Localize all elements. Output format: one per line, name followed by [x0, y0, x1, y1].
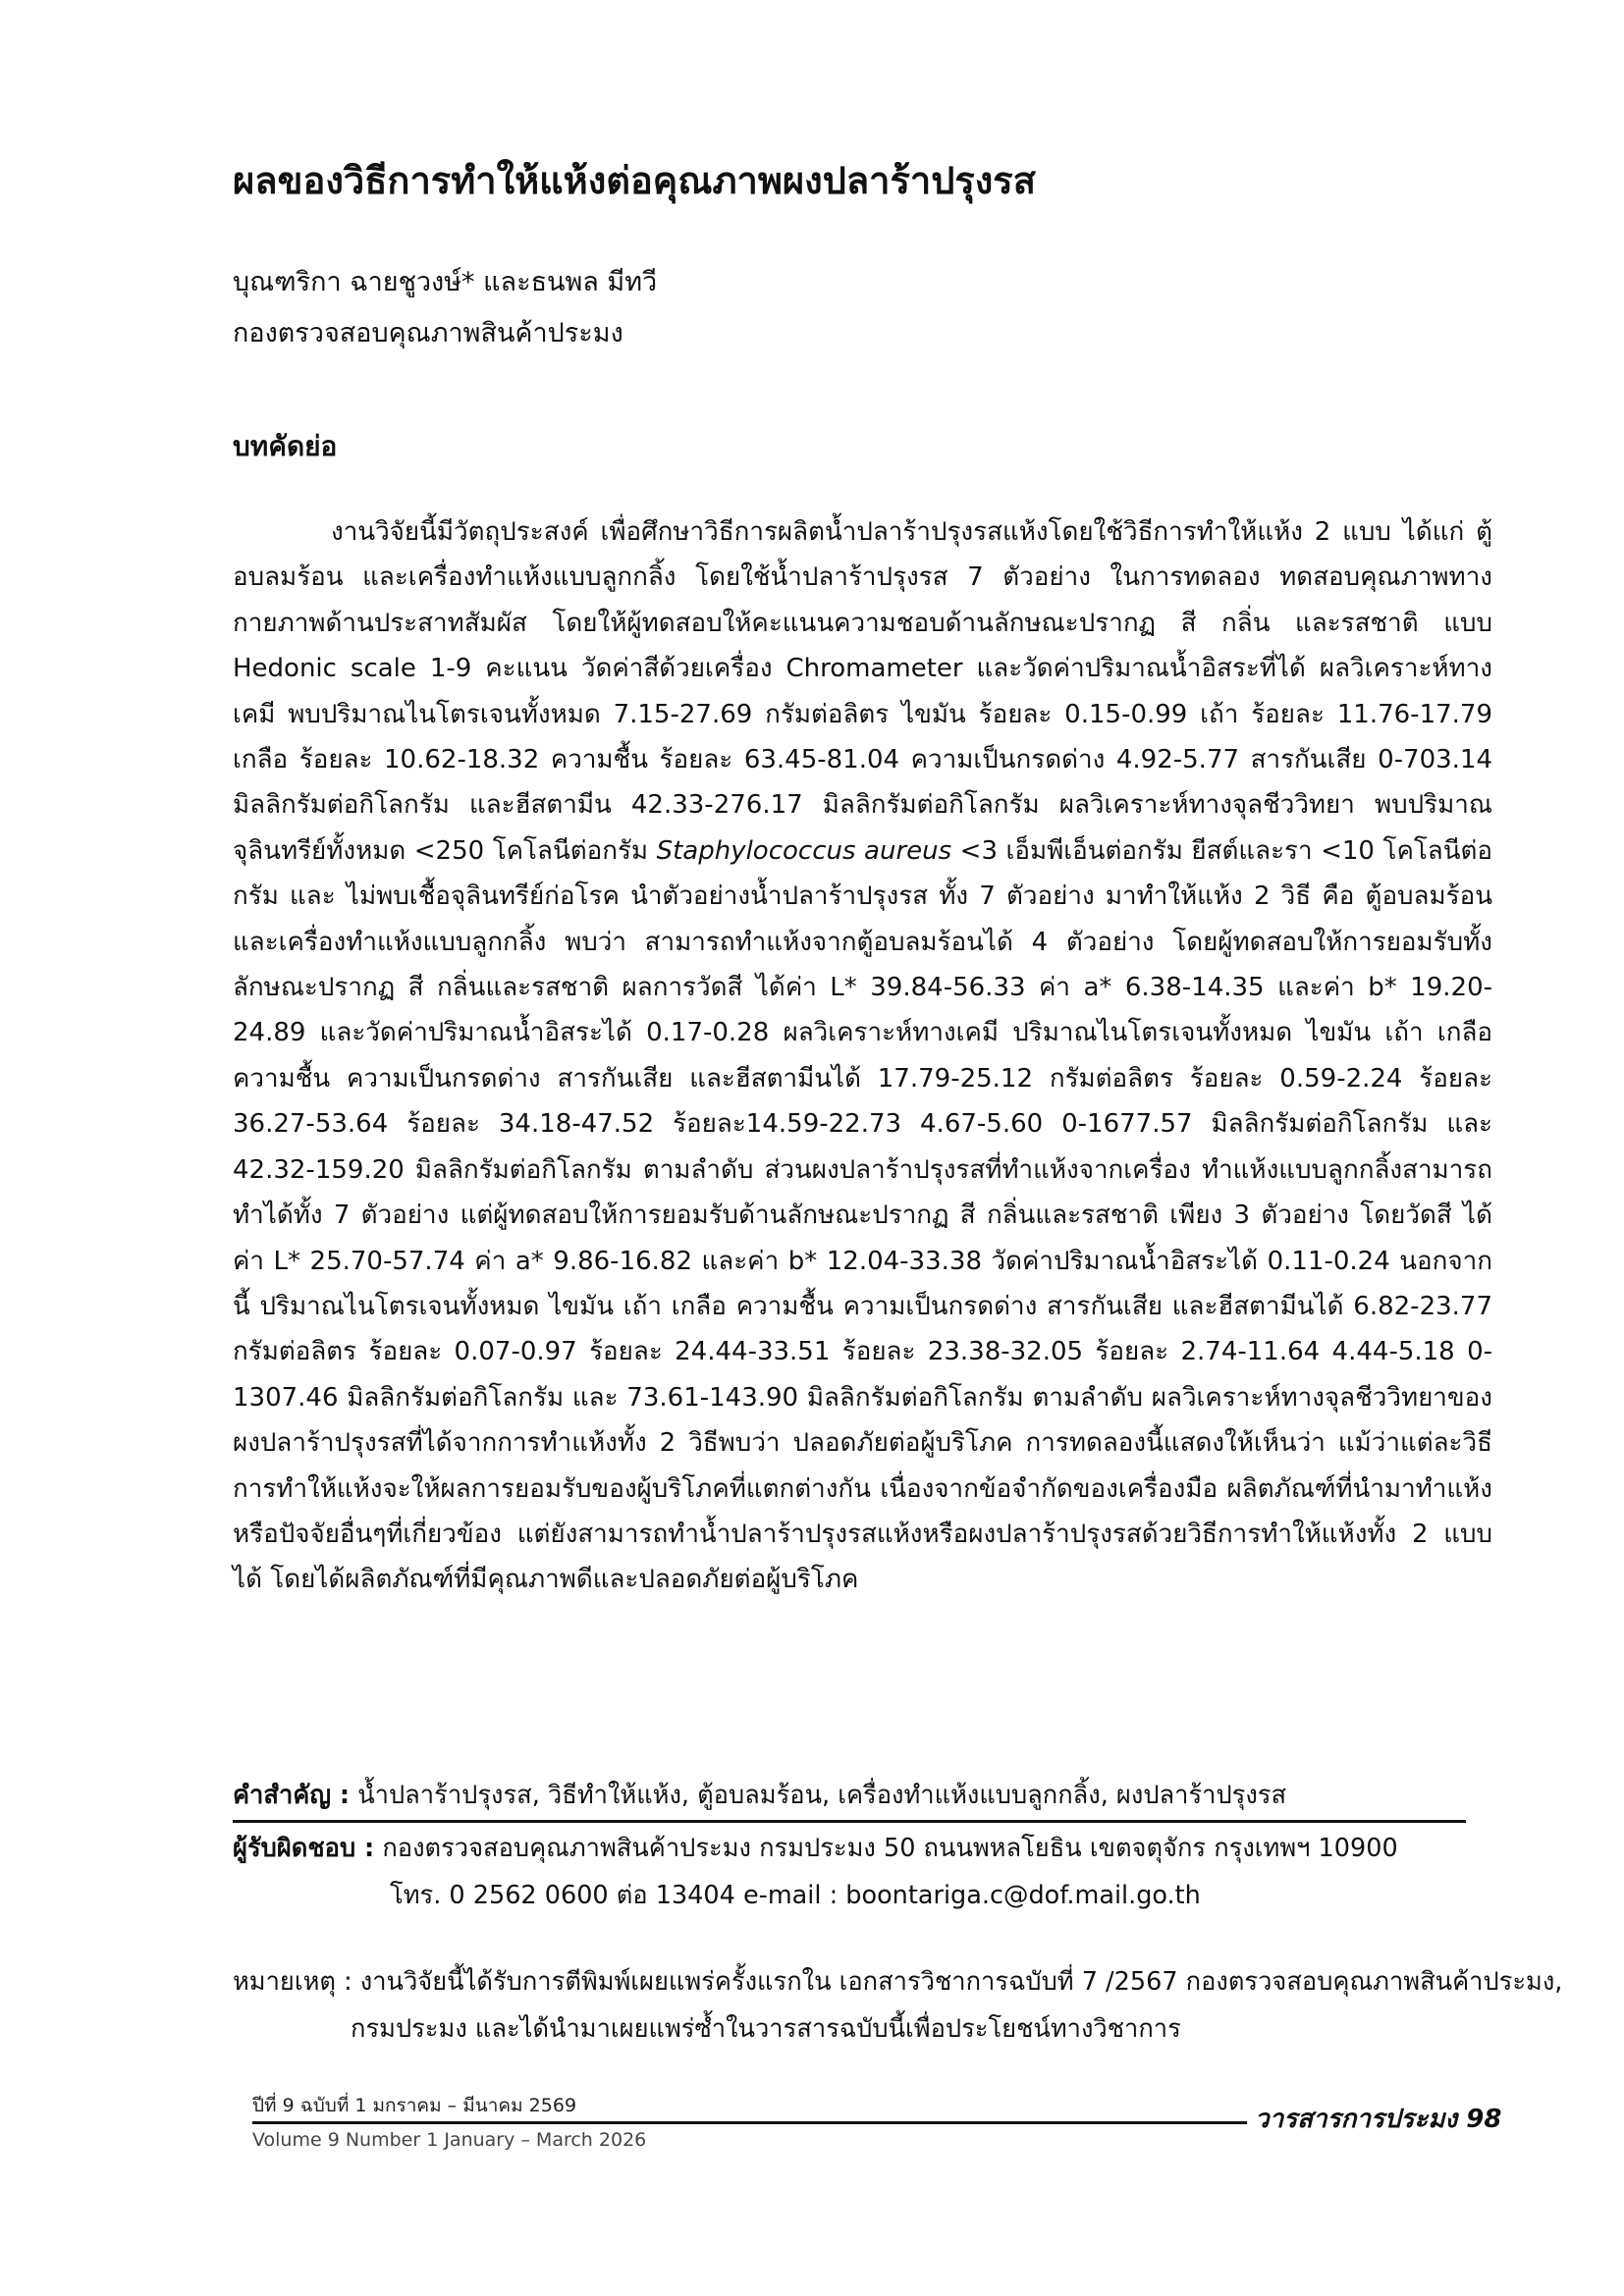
- correspondence-contact: โทร. 0 2562 0600 ต่อ 13404 e-mail : boontariga.c@dof.mail.go.th: [390, 1881, 1201, 1910]
- abstract-body: งานวิจัยนี้มีวัตถุประสงค์ เพื่อศึกษาวิธีการผลิตน้ำปลาร้าปรุงรสแห้งโดยใช้วิธีการทำให้แห้ง 2 แบบ ได้แก่ ตู้อบลมร้อน และเครื่องทำแห้งแบบลูกกลิ้ง โดยใช้น้ำปลาร้าปรุงรส 7 ตัวอย่าง ในการทดลอง ทดสอบคุณภาพทางกายภาพด้านประสาทสัมผัส โดยให้ผู้ทดสอบให้คะแนนความชอบด้านลักษณะปรากฏ สี กลิ่น และรสชาติ แบบ Hedonic scale 1-9 คะแนน วัดค่าสีด้วยเครื่อง Chromameter และวัดค่าปริมาณน้ำอิสระที่ได้ ผลวิเคราะห์ทางเคมี พบปริมาณไนโตรเจนทั้งหมด 7.15-27.69 กรัมต่อลิตร ไขมัน ร้อยละ 0.15-0.99 เถ้า ร้อยละ 11.76-17.79 เกลือ ร้อยละ 10.62-18.32 ความชื้น ร้อยละ 63.45-81.04 ความเป็นกรดด่าง 4.92-5.77 สารกันเสีย 0-703.14 มิลลิกรัมต่อกิโลกรัม และฮีสตามีน 42.33-276.17 มิลลิกรัมต่อกิโลกรัม ผลวิเคราะห์ทางจุลชีววิทยา พบปริมาณจุลินทรีย์ทั้งหมด <250 โคโลนีต่อกรัม Staphylococcus aureus <3 เอ็มพีเอ็นต่อกรัม ยีสต์และรา <10 โคโลนีต่อกรัม และ ไม่พบเชื้อจุลินทรีย์ก่อโรค นำตัวอย่างน้ำปลาร้าปรุงรส ทั้ง 7 ตัวอย่าง มาทำให้แห้ง 2 วิธี คือ ตู้อบลมร้อน และเครื่องทำแห้งแบบลูกกลิ้ง พบว่า สามารถทำแห้งจากตู้อบลมร้อนได้ 4 ตัวอย่าง โดยผู้ทดสอบให้การยอมรับทั้งลักษณะปรากฏ สี กลิ่นและรสชาติ ผลการวัดสี ได้ค่า L* 39.84-56.33 ค่า a* 6.38-14.35 และค่า b* 19.20-24.89 และวัดค่าปริมาณน้ำอิสระได้ 0.17-0.28 ผลวิเคราะห์ทางเคมี ปริมาณไนโตรเจนทั้งหมด ไขมัน เถ้า เกลือ ความชื้น ความเป็นกรดด่าง สารกันเสีย และฮีสตามีนได้ 17.79-25.12 กรัมต่อลิตร ร้อยละ 0.59-2.24 ร้อยละ 36.27-53.64 ร้อยละ 34.18-47.52 ร้อยละ14.59-22.73 4.67-5.60 0-1677.57 มิลลิกรัมต่อกิโลกรัม และ 42.32-159.20 มิลลิกรัมต่อกิโลกรัม ตามลำดับ ส่วนผงปลาร้าปรุงรสที่ทำแห้งจากเครื่อง ทำแห้งแบบลูกกลิ้งสามารถทำได้ทั้ง 7 ตัวอย่าง แต่ผู้ทดสอบให้การยอมรับด้านลักษณะปรากฏ สี กลิ่นและรสชาติ เพียง 3 ตัวอย่าง โดยวัดสี ได้ค่า L* 25.70-57.74 ค่า a* 9.86-16.82 และค่า b* 12.04-33.38 วัดค่าปริมาณน้ำอิสระได้ 0.11-0.24 นอกจากนี้ ปริมาณไนโตรเจนทั้งหมด ไขมัน เถ้า เกลือ ความชื้น ความเป็นกรดด่าง สารกันเสีย และฮีสตามีนได้ 6.82-23.77 กรัมต่อลิตร ร้อยละ 0.07-0.97 ร้อยละ 24.44-33.51 ร้อยละ 23.38-32.05 ร้อยละ 2.74-11.64 4.44-5.18 0-1307.46 มิลลิกรัมต่อกิโลกรัม และ 73.61-143.90 มิลลิกรัมต่อกิโลกรัม ตามลำดับ ผลวิเคราะห์ทางจุลชีววิทยาของผงปลาร้าปรุงรสที่ได้จากการทำแห้งทั้ง 2 วิธีพบว่า ปลอดภัยต่อผู้บริโภค การทดลองนี้แสดงให้เห็นว่า แม้ว่าแต่ละวิธีการทำให้แห้งจะให้ผลการยอมรับของผู้บริโภคที่แตกต่างกัน เนื่องจากข้อจำกัดของเครื่องมือ ผลิตภัณฑ์ที่นำมาทำแห้ง หรือปัจจัยอื่นๆที่เกี่ยวข้อง แต่ยังสามารถทำน้ำปลาร้าปรุงรสแห้งหรือผงปลาร้าปรุงรสด้วยวิธีการทำให้แห้งทั้ง 2 แบบได้ โดยได้ผลิตภัณฑ์ที่มีคุณภาพดีและปลอดภัยต่อผู้บริโภค: [233, 517, 1493, 1595]
- note-line-1: หมายเหตุ : งานวิจัยนี้ได้รับการตีพิมพ์เผยแพร่ครั้งแรกใน เอกสารวิชาการฉบับที่ 7 /2567 กองตรวจสอบคุณภาพสินค้าประมง,: [233, 1967, 1563, 1997]
- article-title: ผลของวิธีการทำให้แห้งต่อคุณภาพผงปลาร้าปรุงรส: [233, 159, 1036, 202]
- keywords-divider: [233, 1820, 1466, 1823]
- correspondence-address: กองตรวจสอบคุณภาพสินค้าประมง กรมประมง 50 ถนนพหลโยธิน เขตจตุจักร กรุงเทพฯ 10900: [382, 1834, 1398, 1863]
- article-authors: บุณฑริกา ฉายชูวงษ์* และธนพล มีทวี: [233, 267, 658, 297]
- species-name: Staphylococcus aureus: [656, 835, 952, 866]
- correspondence-line: [233, 1830, 1398, 1867]
- footer-issue-thai: ปีที่ 9 ฉบับที่ 1 มกราคม – มีนาคม 2569: [252, 2095, 577, 2116]
- keywords-line: [233, 1777, 1286, 1814]
- footer-issue-english: Volume 9 Number 1 January – March 2026: [252, 2129, 647, 2151]
- note-line-2: กรมประมง และได้นำมาเผยแพร่ซ้ำในวารสารฉบับนี้เพื่อประโยชน์ทางวิชาการ: [351, 2014, 1181, 2044]
- article-affiliation: กองตรวจสอบคุณภาพสินค้าประมง: [233, 318, 623, 348]
- abstract-heading: บทคัดย่อ: [233, 430, 338, 462]
- footer-journal-page: วารสารการประมง 98: [1255, 2105, 1502, 2134]
- footer-divider: [252, 2121, 1247, 2124]
- correspondence-label: ผู้รับผิดชอบ :: [233, 1834, 375, 1863]
- keywords-label: คำสำคัญ :: [233, 1781, 351, 1810]
- keywords-text: น้ำปลาร้าปรุงรส, วิธีทำให้แห้ง, ตู้อบลมร้อน, เครื่องทำแห้งแบบลูกกลิ้ง, ผงปลาร้าปรุงรส: [357, 1781, 1287, 1810]
